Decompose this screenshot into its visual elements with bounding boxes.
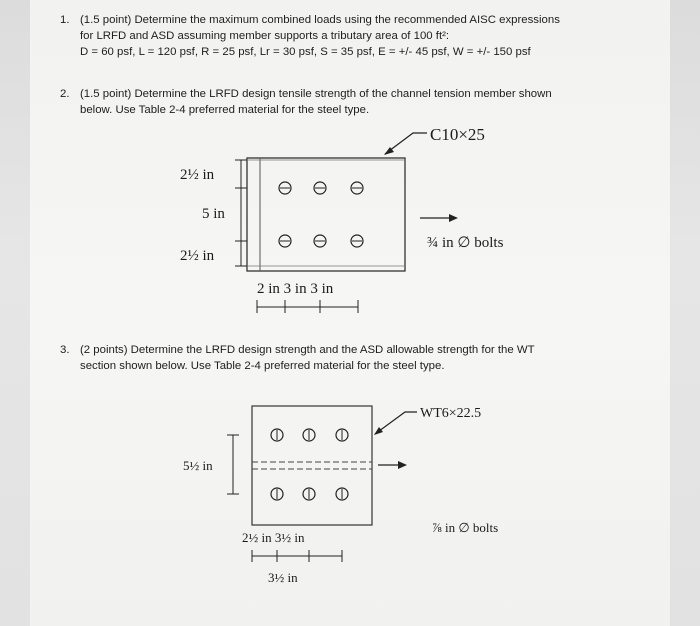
- question-3-line-1: (2 points) Determine the LRFD design strength and the ASD allowable strength for the WT: [80, 344, 535, 356]
- wt-bolts-label: ⅞ in ∅ bolts: [432, 520, 499, 535]
- vertical-dimension: [227, 435, 239, 494]
- question-1: [60, 12, 560, 60]
- bolt-row-bottom: [271, 488, 348, 500]
- question-2-line-1: (1.5 point) Determine the LRFD design tensile strength of the channel tension member shown: [80, 88, 552, 100]
- question-3-number: 3.: [60, 344, 70, 356]
- question-2-line-2: below. Use Table 2-4 preferred material for the steel type.: [80, 104, 370, 116]
- horizontal-dimension: [257, 300, 358, 313]
- horizontal-dimension: [252, 550, 342, 562]
- bottom-spacing-label: 3½ in: [268, 570, 298, 585]
- channel-member-outline: [247, 158, 405, 271]
- channel-bolts-label: ¾ in ∅ bolts: [427, 235, 504, 251]
- leader-arrowhead-icon: [374, 427, 383, 435]
- tension-arrow-icon: [449, 214, 458, 222]
- dimension-label-top: 2½ in: [180, 167, 215, 183]
- bolt-row-top: [279, 182, 363, 194]
- wt-member-outline: [252, 406, 372, 525]
- question-1-line-1: (1.5 point) Determine the maximum combined loads using the recommended AISC expressions: [80, 14, 560, 26]
- wt-section-label: WT6×22.5: [420, 406, 482, 421]
- question-1-line-2: for LRFD and ASD assuming member supports a tributary area of 100 ft²:: [80, 30, 450, 42]
- bolt-spacing-label: 2½ in 3½ in: [242, 530, 305, 545]
- channel-connection-figure: [30, 118, 670, 328]
- dimension-label-vertical: 5½ in: [183, 458, 213, 473]
- wt-connection-figure: [30, 392, 670, 592]
- question-2-number: 2.: [60, 88, 70, 100]
- question-3-line-2: section shown below. Use Table 2-4 preferred material for the steel type.: [80, 360, 445, 372]
- bolt-row-top: [271, 429, 348, 441]
- question-3: [60, 342, 535, 374]
- question-1-line-3: D = 60 psf, L = 120 psf, R = 25 psf, Lr = 30 psf, S = 35 psf, E = +/- 45 psf, W = +/- 150 psf: [80, 46, 531, 58]
- document-page: [30, 0, 670, 626]
- dimension-label-bottom: 2½ in: [180, 248, 215, 264]
- question-1-number: 1.: [60, 14, 70, 26]
- dimension-label-middle: 5 in: [202, 206, 225, 222]
- channel-section-label: C10×25: [430, 125, 485, 144]
- question-2: [60, 86, 552, 118]
- tension-arrow-icon: [398, 461, 407, 469]
- bolt-row-bottom: [279, 235, 363, 247]
- vertical-dimension: [235, 160, 247, 266]
- bolt-spacing-label: 2 in 3 in 3 in: [257, 281, 334, 297]
